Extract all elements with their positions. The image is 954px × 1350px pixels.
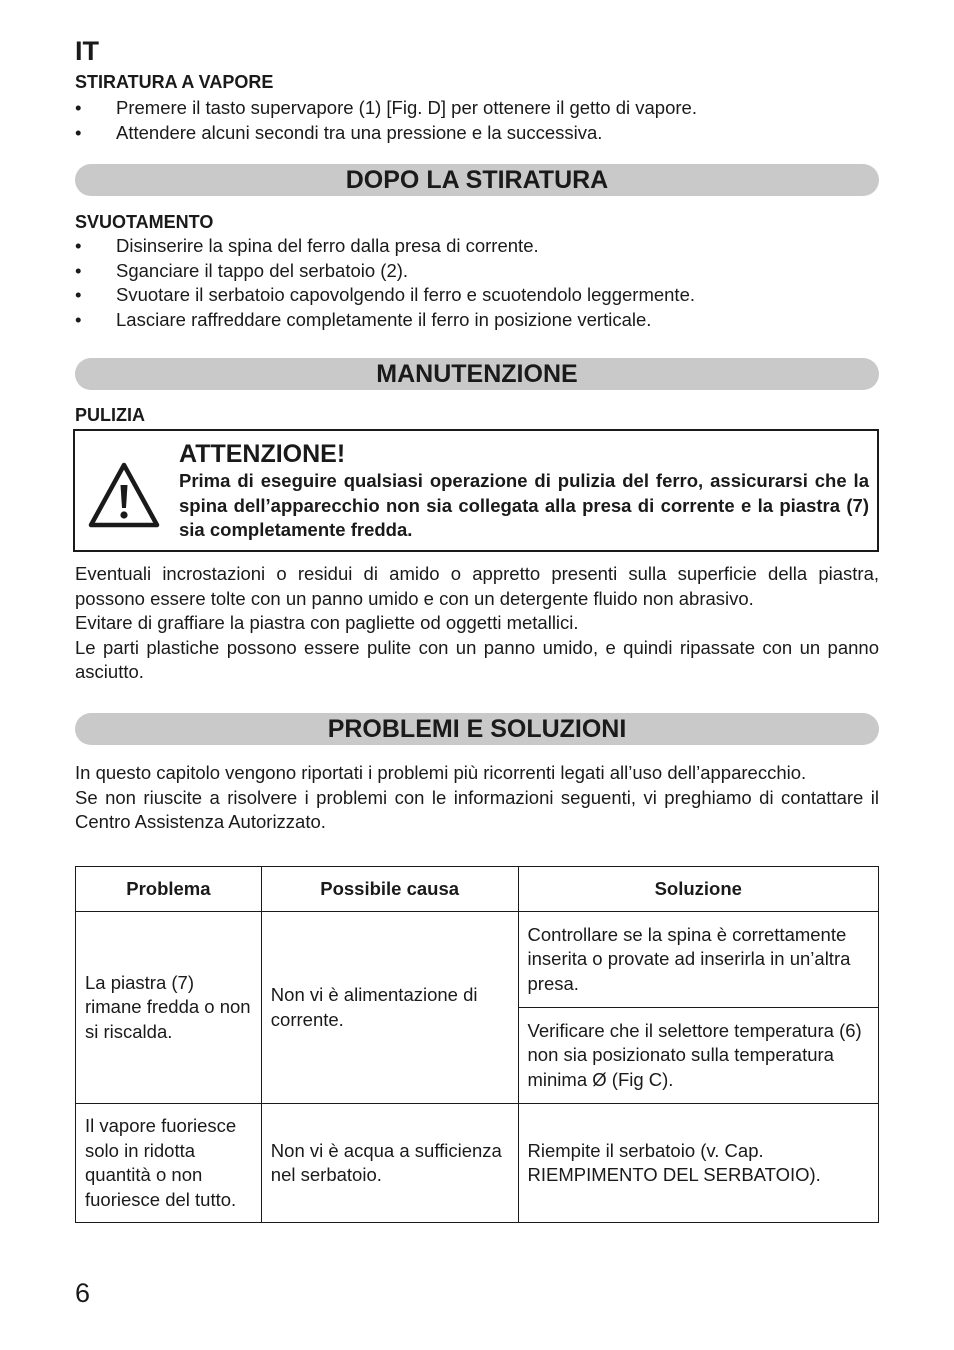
paragraph: In questo capitolo vengono riportati i problemi più ricorrenti legati all’uso dell’apparecchio. — [75, 762, 807, 783]
warning-triangle-icon — [87, 461, 161, 529]
table-header-row — [76, 867, 879, 912]
steam-ironing-list — [75, 96, 880, 145]
warning-title: ATTENZIONE! — [179, 440, 346, 468]
table-row — [76, 1104, 879, 1223]
column-header-problem: Problema — [76, 867, 262, 912]
problem-cell: La piastra (7) rimane fredda o non si riscalda. — [76, 912, 262, 1104]
list-item: • Disinserire la spina del ferro dalla presa di corrente. — [75, 235, 539, 256]
language-code: IT — [75, 36, 99, 66]
troubleshooting-intro — [75, 761, 879, 835]
emptying-list — [75, 234, 880, 332]
list-item: • Attendere alcuni secondi tra una pressione e la successiva. — [75, 121, 603, 143]
troubleshooting-table — [75, 866, 879, 1223]
cleaning-subtitle: PULIZIA — [75, 405, 145, 425]
list-item: • Premere il tasto supervapore (1) [Fig. D] per ottenere il getto di vapore. — [75, 97, 697, 118]
solution-cell: Verificare che il selettore temperatura (6) non sia posizionato sulla temperatura minima Ø (Fig C). — [518, 1008, 879, 1104]
paragraph: Se non riuscite a risolvere i problemi con le informazioni seguenti, vi preghiamo di contattare il Centro Assistenza Autorizzato. — [75, 786, 879, 832]
list-item: • Sganciare il tappo del serbatoio (2). — [75, 259, 409, 281]
warning-box — [73, 429, 879, 552]
solution-cell: Controllare se la spina è correttamente inserita o provate ad inserirla in un’altra presa. — [518, 912, 879, 1008]
steam-ironing-subtitle: STIRATURA A VAPORE — [75, 72, 274, 92]
cleaning-instructions — [75, 562, 879, 685]
warning-text: Prima di eseguire qualsiasi operazione di pulizia del ferro, assicurarsi che la spina dell’apparecchio non sia collegata alla presa di corrente e la piastra (7) sia completamente fredda. — [179, 470, 869, 540]
section-heading-maintenance: MANUTENZIONE — [75, 358, 879, 390]
problem-cell: Il vapore fuoriesce solo in ridotta quantità o non fuoriesce del tutto. — [76, 1104, 262, 1223]
cause-cell: Non vi è alimentazione di corrente. — [261, 912, 518, 1104]
table-row — [76, 912, 879, 1008]
page-number: 6 — [75, 1278, 91, 1308]
column-header-cause: Possibile causa — [261, 867, 518, 912]
list-item: • Lasciare raffreddare completamente il ferro in posizione verticale. — [75, 308, 652, 330]
section-heading-after-ironing: DOPO LA STIRATURA — [75, 164, 879, 196]
column-header-solution: Soluzione — [518, 867, 879, 912]
cause-cell: Non vi è acqua a sufficienza nel serbatoio. — [261, 1104, 518, 1223]
paragraph: Eventuali incrostazioni o residui di amido o appretto presenti sulla superficie della piastra, possono essere tolte con un panno umido e con un detergente fluido non abrasivo. — [75, 563, 879, 609]
emptying-subtitle: SVUOTAMENTO — [75, 212, 214, 232]
solution-cell: Riempite il serbatoio (v. Cap. RIEMPIMENTO DEL SERBATOIO). — [518, 1104, 879, 1223]
paragraph: Le parti plastiche possono essere pulite con un panno umido, e quindi ripassate con un panno asciutto. — [75, 636, 879, 682]
paragraph: Evitare di graffiare la piastra con pagliette od oggetti metallici. — [75, 612, 579, 633]
section-heading-troubleshooting: PROBLEMI E SOLUZIONI — [75, 713, 879, 745]
list-item: • Svuotare il serbatoio capovolgendo il ferro e scuotendolo leggermente. — [75, 284, 696, 305]
